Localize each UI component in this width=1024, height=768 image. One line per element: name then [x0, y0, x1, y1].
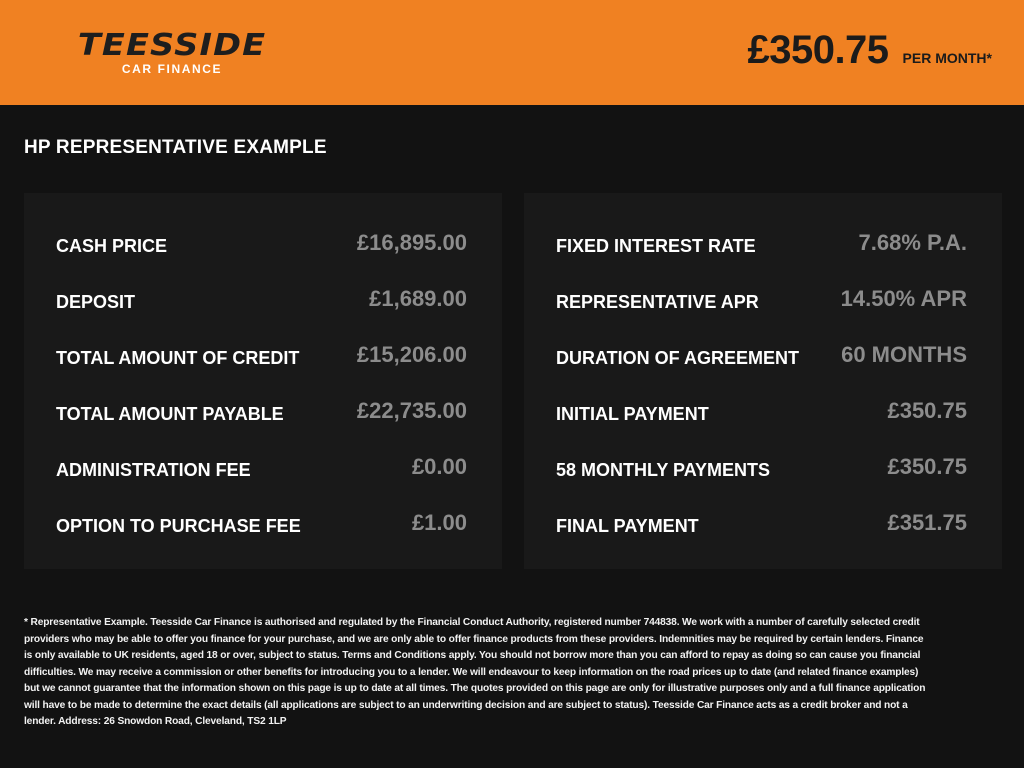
representative-example-disclaimer: * Representative Example. Teesside Car Finance is authorised and regulated by the Financial Conduct Authority, registered number 744838. We work with a number of carefully selected credit providers who may be able to offer you finance for your purchase, and we are only able to offer finance products from these providers. Indemnities may be required by certain lenders. Finance is only available to UK residents, aged 18 or over, subject to status. Terms and Conditions apply. You should not borrow more than you can afford to repay as doing so can cause you financial difficulties. We may receive a commission or other benefits for introducing you to a lender. We will endeavour to keep information on the road prices up to date (and related finance examples) but we cannot guarantee that the information shown on this page is up to date at all times. The quotes provided on this page are only for illustrative purposes only and a full finance application will have to be made to determine the exact details (all applications are subject to an underwriting decision and are subject to status). Teesside Car Finance acts as a credit broker and not a lender. Address: 26 Snowdon Road, Cleveland, TS2 1LP [24, 617, 926, 727]
monthly-payments-row [556, 454, 967, 484]
fixed-interest-rate-value: 7.68% P.A. [858, 230, 967, 255]
administration-fee-label: ADMINISTRATION FEE [56, 460, 251, 480]
duration-of-agreement-row [556, 342, 967, 372]
section-title: HP REPRESENTATIVE EXAMPLE [24, 137, 327, 158]
final-payment-row [556, 510, 967, 540]
monthly-payments-label: 58 MONTHLY PAYMENTS [556, 460, 771, 480]
administration-fee-value: £0.00 [411, 454, 467, 479]
monthly-price-suffix: PER MONTH* [902, 50, 992, 66]
initial-payment-label: INITIAL PAYMENT [556, 404, 709, 424]
option-to-purchase-fee-row [56, 510, 467, 540]
teesside-car-finance-logo [66, 30, 278, 76]
initial-payment-value: £350.75 [887, 398, 967, 423]
fixed-interest-rate-label: FIXED INTEREST RATE [556, 236, 756, 256]
logo-subtitle: CAR FINANCE [121, 62, 223, 76]
cash-price-row [56, 230, 467, 260]
total-amount-payable-value: £22,735.00 [356, 398, 467, 423]
representative-apr-label: REPRESENTATIVE APR [556, 292, 759, 312]
option-to-purchase-fee-label: OPTION TO PURCHASE FEE [56, 516, 301, 536]
representative-apr-row [556, 286, 967, 316]
fixed-interest-rate-row [556, 230, 967, 260]
total-amount-payable-row [56, 398, 467, 428]
total-amount-payable-label: TOTAL AMOUNT PAYABLE [56, 404, 284, 424]
cash-price-label: CASH PRICE [56, 236, 168, 256]
monthly-price-amount: £350.75 [747, 28, 889, 72]
final-payment-value: £351.75 [887, 510, 967, 535]
cash-price-value: £16,895.00 [356, 230, 467, 255]
finance-details-right-panel [524, 193, 1002, 569]
header-bar [0, 0, 1024, 105]
duration-of-agreement-value: 60 MONTHS [841, 342, 967, 367]
administration-fee-row [56, 454, 467, 484]
deposit-row [56, 286, 467, 316]
monthly-price [747, 28, 992, 73]
monthly-payments-value: £350.75 [887, 454, 967, 479]
representative-apr-value: 14.50% APR [840, 286, 967, 311]
duration-of-agreement-label: DURATION OF AGREEMENT [556, 348, 799, 368]
finance-details-left-panel [24, 193, 502, 569]
total-amount-of-credit-row [56, 342, 467, 372]
total-amount-of-credit-label: TOTAL AMOUNT OF CREDIT [56, 348, 300, 368]
initial-payment-row [556, 398, 967, 428]
logo-wordmark: TEESSIDE [77, 28, 267, 63]
total-amount-of-credit-value: £15,206.00 [356, 342, 467, 367]
final-payment-label: FINAL PAYMENT [556, 516, 699, 536]
option-to-purchase-fee-value: £1.00 [411, 510, 467, 535]
deposit-label: DEPOSIT [56, 292, 136, 312]
deposit-value: £1,689.00 [369, 286, 467, 311]
